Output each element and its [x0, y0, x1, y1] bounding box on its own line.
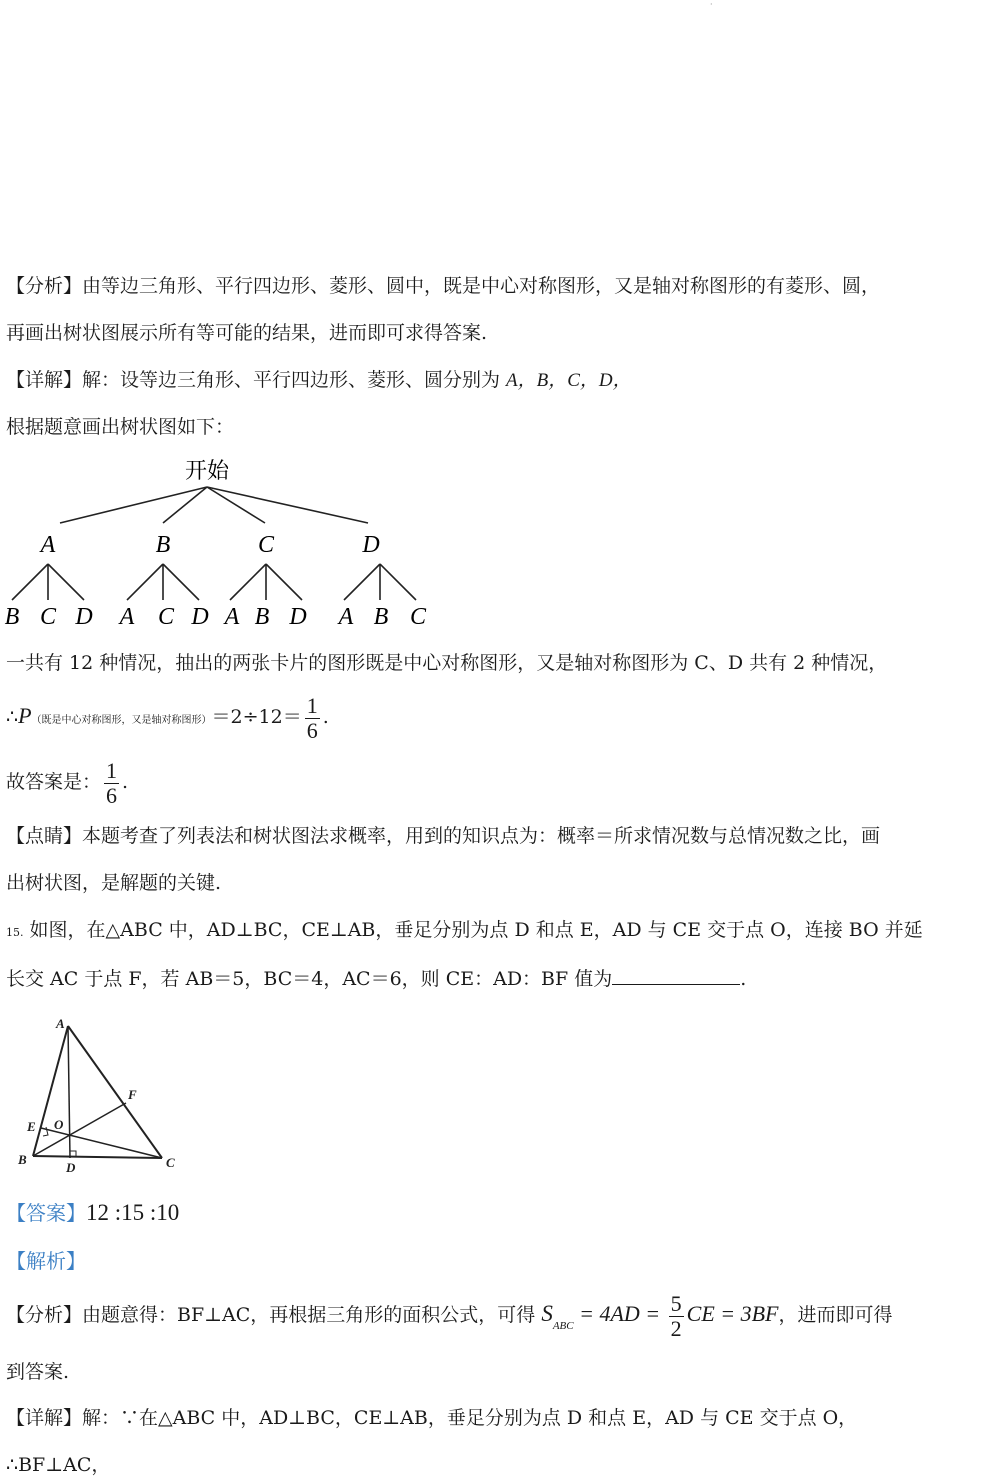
- answer-line: [6, 758, 128, 808]
- fraction-denominator: 6: [106, 782, 118, 808]
- analysis2-prefix: 【分析】由题意得：BF⊥AC，再根据三角形的面积公式，可得: [6, 1304, 542, 1326]
- tree-leaf: C: [157, 604, 175, 630]
- fraction-numerator: 5: [670, 1290, 682, 1316]
- tree-leaf: B: [254, 604, 270, 630]
- tree-leaf: B: [4, 604, 20, 630]
- probability-expr: ＝2÷12＝: [211, 706, 302, 728]
- label-o: O: [54, 1117, 64, 1132]
- tree-node-c: C: [257, 532, 275, 558]
- analysis2-line-2: 到答案.: [6, 1361, 70, 1383]
- tree-leaf: B: [373, 604, 389, 630]
- tree-leaf: C: [39, 604, 57, 630]
- area-subscript: ABC: [552, 1320, 574, 1332]
- fraction-denominator: 2: [670, 1315, 682, 1341]
- expr-1: = 4AD =: [573, 1301, 666, 1326]
- expr-2: CE = 3BF: [686, 1301, 779, 1326]
- detail-line-1: [6, 368, 632, 393]
- tree-node-b: B: [155, 532, 171, 558]
- answer-fraction: [104, 759, 119, 808]
- detail-line-2: 根据题意画出树状图如下：: [6, 416, 235, 438]
- label-c: C: [166, 1155, 175, 1170]
- area-s: S: [541, 1301, 553, 1326]
- segment-ad: [68, 1026, 70, 1158]
- triangle-figure: [14, 1012, 184, 1182]
- period: .: [322, 706, 329, 728]
- answer-blank: [612, 966, 740, 985]
- question-15-line-2: [6, 966, 746, 991]
- detail-prefix: 【详解】解：设等边三角形、平行四边形、菱形、圆分别为: [6, 369, 507, 391]
- detail2-line-1: 【详解】解：∵在△ABC 中，AD⊥BC，CE⊥AB，垂足分别为点 D 和点 E，AD 与 CE 交于点 O，: [6, 1407, 858, 1429]
- result-line-1: 一共有 12 种情况，抽出的两张卡片的图形既是中心对称图形，又是轴对称图形为 C、D 共有 2 种情况，: [6, 652, 888, 674]
- tree-leaf: D: [75, 604, 93, 630]
- probability-p: P: [18, 703, 32, 728]
- detail-vars: A，B，C，D，: [506, 370, 632, 391]
- label-b: B: [18, 1152, 27, 1167]
- fraction-denominator: 6: [306, 717, 318, 743]
- analysis2-line-1: [6, 1290, 893, 1350]
- answer-row: [6, 1201, 179, 1225]
- tree-node-d: D: [362, 532, 380, 558]
- question-text-2: 长交 AC 于点 F，若 AB＝5，BC＝4，AC＝6，则 CE：AD：BF 值为: [6, 968, 613, 990]
- tree-leaf: A: [119, 604, 135, 630]
- probability-subscript: （既是中心对称图形，又是轴对称图形）: [31, 715, 212, 726]
- fraction-numerator: 1: [306, 692, 318, 718]
- question-end: .: [740, 968, 747, 990]
- therefore-symbol: ∴: [6, 706, 19, 728]
- detail2-line-2: ∴BF⊥AC，: [6, 1454, 111, 1476]
- answer-value: 12 :15 :10: [86, 1200, 180, 1225]
- tree-root-branches: [60, 487, 368, 523]
- tree-node-a: A: [40, 532, 56, 558]
- label-e: E: [27, 1119, 36, 1134]
- label-a: A: [56, 1016, 65, 1031]
- tree-leaf: D: [289, 604, 307, 630]
- top-mark: ·: [710, 0, 713, 9]
- period: .: [122, 771, 129, 793]
- analysis-line-2: 再画出树状图展示所有等可能的结果，进而即可求得答案.: [6, 322, 488, 344]
- analysis-line-1: 【分析】由等边三角形、平行四边形、菱形、圆中，既是中心对称图形，又是轴对称图形的有菱形、圆，: [6, 275, 881, 297]
- label-f: F: [128, 1087, 137, 1102]
- expr-fraction: [669, 1292, 684, 1341]
- tree-leaf: A: [224, 604, 240, 630]
- analysis2-suffix: ，进而即可得: [778, 1304, 893, 1326]
- probability-fraction: [305, 694, 320, 743]
- fraction-numerator: 1: [106, 757, 118, 783]
- answer-prefix: 故答案是：: [6, 771, 102, 793]
- comment-line-1: 【点睛】本题考查了列表法和树状图法求概率，用到的知识点为：概率＝所求情况数与总情况数之比，画: [6, 825, 881, 847]
- label-d: D: [66, 1160, 76, 1175]
- side-bc: [33, 1156, 162, 1158]
- question-text: 如图，在△ABC 中，AD⊥BC，CE⊥AB，垂足分别为点 D 和点 E，AD 与 CE 交于点 O，连接 BO 并延: [23, 919, 923, 941]
- tree-leaf: A: [338, 604, 354, 630]
- question-15-line-1: [6, 918, 923, 945]
- answer-label: 【答案】: [6, 1201, 86, 1225]
- tree-leaf: D: [191, 604, 209, 630]
- side-ab: [33, 1026, 68, 1156]
- tree-root: 开始: [184, 459, 230, 484]
- tree-leaf-branches: [12, 564, 416, 600]
- tree-leaf: C: [409, 604, 427, 630]
- tree-diagram: [0, 450, 460, 630]
- jiexi-label: 【解析】: [6, 1249, 86, 1273]
- probability-line: [6, 692, 329, 745]
- comment-line-2: 出树状图，是解题的关键.: [6, 872, 222, 894]
- question-number: 15.: [6, 926, 24, 939]
